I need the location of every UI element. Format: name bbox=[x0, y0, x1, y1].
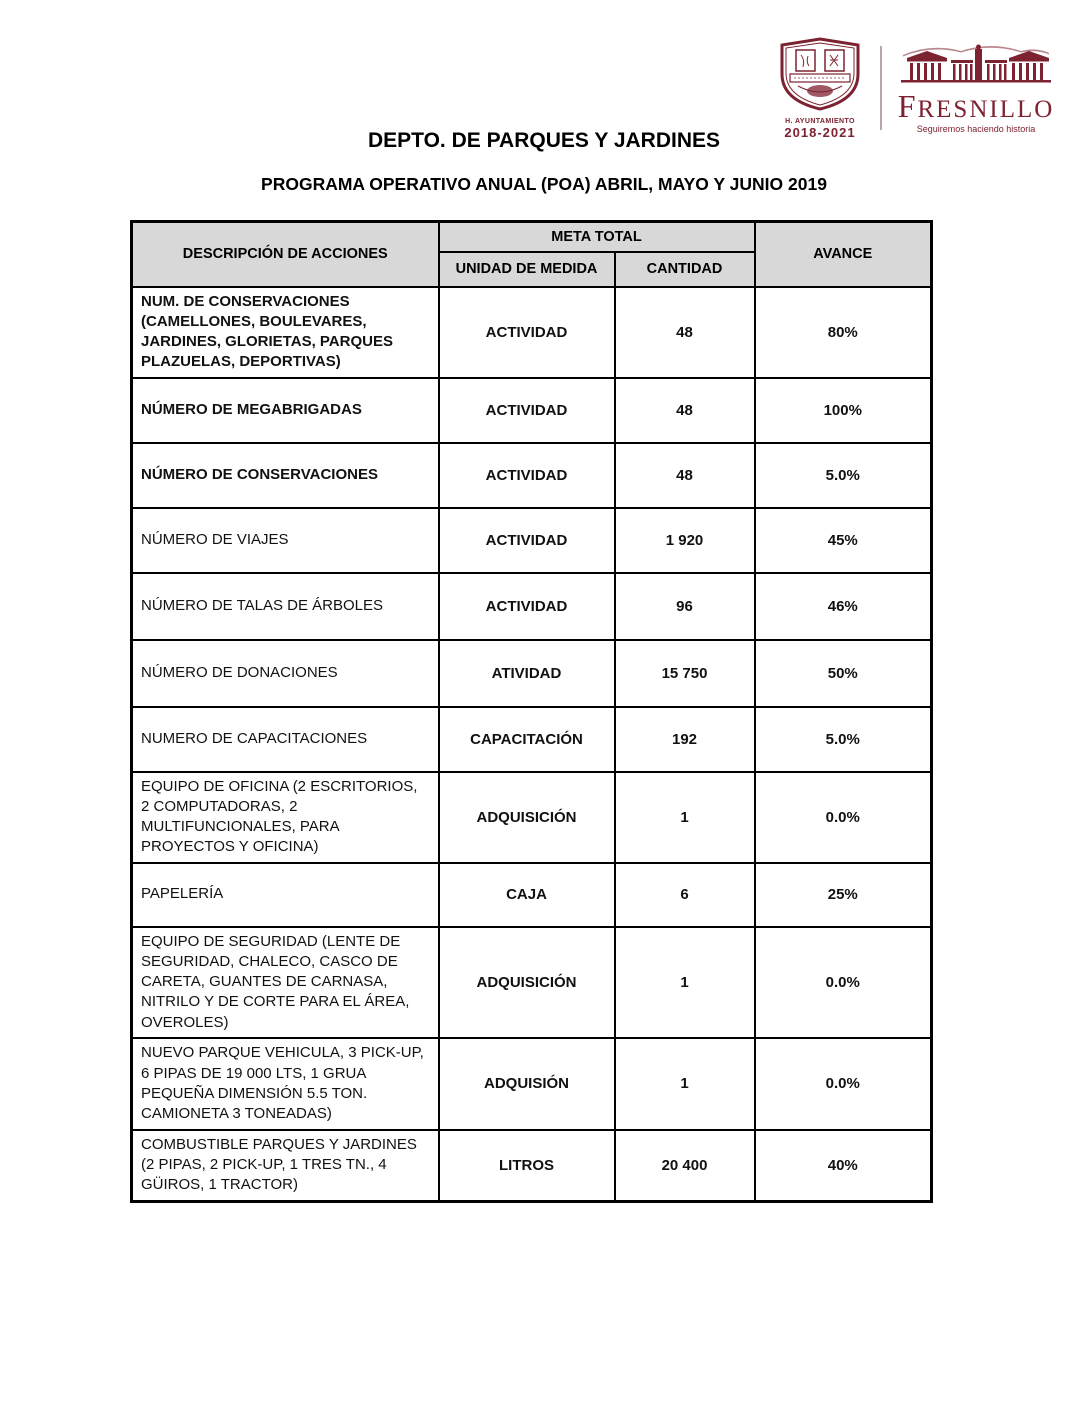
fresnillo-logo bbox=[896, 43, 1056, 134]
cell-cantidad: 1 bbox=[615, 772, 755, 863]
cell-avance: 40% bbox=[755, 1130, 932, 1201]
table-row bbox=[132, 772, 932, 863]
cell-avance: 0.0% bbox=[755, 927, 932, 1038]
cell-unidad: ACTIVIDAD bbox=[439, 378, 615, 443]
cell-unidad: ACTIVIDAD bbox=[439, 508, 615, 573]
cell-cantidad: 48 bbox=[615, 378, 755, 443]
cell-descripcion: NUMERO DE CAPACITACIONES bbox=[132, 707, 439, 772]
table-row bbox=[132, 443, 932, 508]
cell-cantidad: 48 bbox=[615, 443, 755, 508]
cell-unidad: ACTIVIDAD bbox=[439, 573, 615, 640]
cell-avance: 46% bbox=[755, 573, 932, 640]
fresnillo-building-icon bbox=[901, 43, 1051, 83]
table-row bbox=[132, 287, 932, 378]
table-row bbox=[132, 1038, 932, 1130]
table-row bbox=[132, 508, 932, 573]
col-header-cantidad: CANTIDAD bbox=[615, 252, 755, 287]
page-title: DEPTO. DE PARQUES Y JARDINES bbox=[367, 129, 721, 152]
table-row bbox=[132, 640, 932, 707]
cell-descripcion: PAPELERÍA bbox=[132, 863, 439, 927]
cell-unidad: LITROS bbox=[439, 1130, 615, 1201]
cell-descripcion: NÚMERO DE CONSERVACIONES bbox=[132, 443, 439, 508]
page-subtitle: PROGRAMA OPERATIVO ANUAL (POA) ABRIL, MAYO Y JUNIO 2019 bbox=[261, 174, 827, 194]
cell-unidad: ACTIVIDAD bbox=[439, 287, 615, 378]
cell-avance: 0.0% bbox=[755, 1038, 932, 1130]
crest-caption: H. AYUNTAMIENTO bbox=[785, 118, 855, 125]
cell-descripcion: COMBUSTIBLE PARQUES Y JARDINES (2 PIPAS, 2 PICK-UP, 1 TRES TN., 4 GÜIROS, 1 TRACTOR) bbox=[132, 1130, 439, 1201]
table-row bbox=[132, 863, 932, 927]
cell-cantidad: 20 400 bbox=[615, 1130, 755, 1201]
cell-cantidad: 1 920 bbox=[615, 508, 755, 573]
cell-avance: 100% bbox=[755, 378, 932, 443]
crest-shield-icon bbox=[774, 36, 866, 112]
ayuntamiento-crest bbox=[774, 36, 866, 140]
table-row bbox=[132, 927, 932, 1038]
cell-cantidad: 96 bbox=[615, 573, 755, 640]
cell-descripcion: EQUIPO DE SEGURIDAD (LENTE DE SEGURIDAD, CHALECO, CASCO DE CARETA, GUANTES DE CARNASA, NITRILO Y DE CORTE PARA EL ÁREA, OVEROLES) bbox=[132, 927, 439, 1038]
cell-descripcion: NUEVO PARQUE VEHICULA, 3 PICK-UP, 6 PIPAS DE 19 000 LTS, 1 GRUA PEQUEÑA DIMENSIÓN 5.5 TON. CAMIONETA 3 TONEADAS) bbox=[132, 1038, 439, 1130]
table-row bbox=[132, 573, 932, 640]
cell-unidad: CAJA bbox=[439, 863, 615, 927]
cell-unidad: ACTIVIDAD bbox=[439, 443, 615, 508]
col-header-descripcion: DESCRIPCIÓN DE ACCIONES bbox=[132, 222, 439, 287]
table-body bbox=[132, 287, 932, 1202]
cell-cantidad: 1 bbox=[615, 1038, 755, 1130]
table-row bbox=[132, 378, 932, 443]
cell-descripcion: NUM. DE CONSERVACIONES (CAMELLONES, BOULEVARES, JARDINES, GLORIETAS, PARQUES PLAZUELAS, DEPORTIVAS) bbox=[132, 287, 439, 378]
poa-table bbox=[130, 220, 933, 1203]
cell-avance: 0.0% bbox=[755, 772, 932, 863]
cell-descripcion: NÚMERO DE VIAJES bbox=[132, 508, 439, 573]
cell-descripcion: EQUIPO DE OFICINA (2 ESCRITORIOS, 2 COMPUTADORAS, 2 MULTIFUNCIONALES, PARA PROYECTOS Y OFICINA) bbox=[132, 772, 439, 863]
cell-avance: 50% bbox=[755, 640, 932, 707]
crest-years: 2018-2021 bbox=[784, 125, 856, 140]
table-row bbox=[132, 1130, 932, 1201]
cell-unidad: CAPACITACIÓN bbox=[439, 707, 615, 772]
cell-unidad: ATIVIDAD bbox=[439, 640, 615, 707]
cell-cantidad: 192 bbox=[615, 707, 755, 772]
cell-descripcion: NÚMERO DE TALAS DE ÁRBOLES bbox=[132, 573, 439, 640]
cell-avance: 80% bbox=[755, 287, 932, 378]
cell-unidad: ADQUISICIÓN bbox=[439, 927, 615, 1038]
col-header-meta-total: META TOTAL bbox=[439, 222, 755, 252]
cell-avance: 5.0% bbox=[755, 443, 932, 508]
cell-avance: 5.0% bbox=[755, 707, 932, 772]
cell-unidad: ADQUISICIÓN bbox=[439, 772, 615, 863]
logo-divider bbox=[880, 46, 882, 130]
cell-cantidad: 48 bbox=[615, 287, 755, 378]
brand-tagline: Seguiremos haciendo historia bbox=[916, 123, 1036, 134]
cell-cantidad: 1 bbox=[615, 927, 755, 1038]
cell-unidad: ADQUISIÓN bbox=[439, 1038, 615, 1130]
table-row bbox=[132, 707, 932, 772]
table-header bbox=[132, 222, 932, 287]
cell-cantidad: 15 750 bbox=[615, 640, 755, 707]
cell-avance: 25% bbox=[755, 863, 932, 927]
cell-descripcion: NÚMERO DE DONACIONES bbox=[132, 640, 439, 707]
cell-descripcion: NÚMERO DE MEGABRIGADAS bbox=[132, 378, 439, 443]
col-header-avance: AVANCE bbox=[755, 222, 932, 287]
brand-name: FRESNILLO bbox=[897, 87, 1055, 124]
header-logos bbox=[774, 40, 1056, 140]
cell-cantidad: 6 bbox=[615, 863, 755, 927]
cell-avance: 45% bbox=[755, 508, 932, 573]
col-header-unidad: UNIDAD DE MEDIDA bbox=[439, 252, 615, 287]
